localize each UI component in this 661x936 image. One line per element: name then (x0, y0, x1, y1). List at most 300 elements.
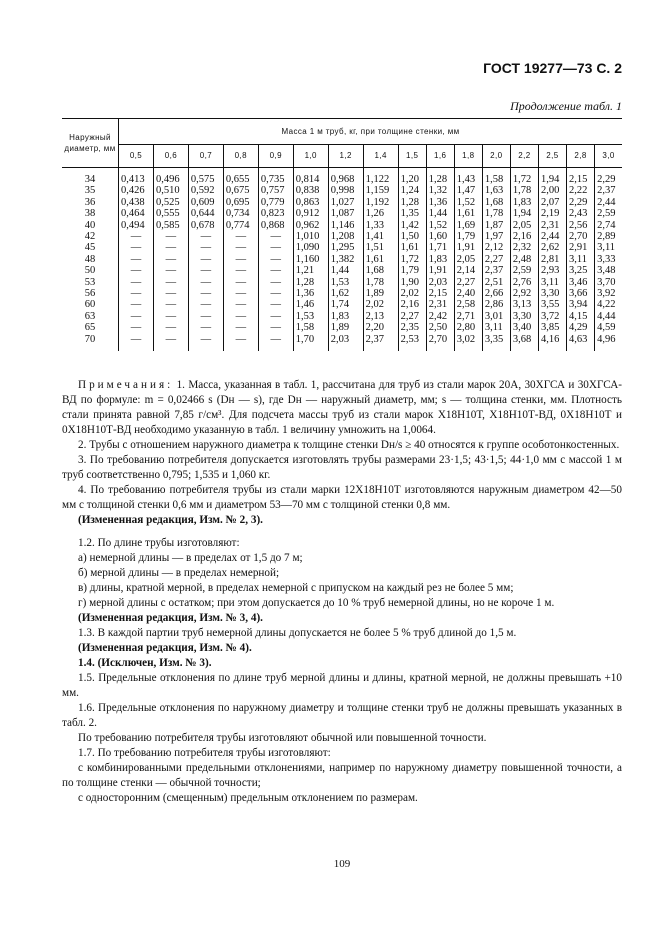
mass-cell: 2,27 (398, 311, 426, 322)
clause-1-7: 1.7. По требованию потребителя трубы изготовляют: (78, 747, 331, 759)
clause-1-5: 1.5. Предельные отклонения по длине труб мерной длины и длины, кратной мерной, не должны превышать +10 мм. (62, 672, 622, 699)
mass-cell: — (119, 299, 154, 310)
table-row (62, 220, 622, 231)
mass-cell: 2,50 (426, 322, 454, 333)
table-row (62, 322, 622, 333)
mass-cell: 2,53 (398, 334, 426, 351)
mass-cell: 2,16 (398, 299, 426, 310)
mass-cell: 0,734 (223, 208, 258, 219)
mass-cell: 1,28 (426, 168, 454, 186)
mass-cell: — (188, 334, 223, 351)
note-2: 2. Трубы с отношением наружного диаметра к толщине стенки Dн/s ≥ 40 относятся к группе особотонкостенных. (78, 439, 620, 451)
thickness-header: 0,8 (223, 144, 258, 167)
diameter-cell: 53 (62, 277, 119, 288)
mass-cell: — (188, 265, 223, 276)
mass-header: Масса 1 м труб, кг, при толщине стенки, мм (119, 119, 623, 145)
mass-cell: 0,779 (258, 197, 293, 208)
mass-cell: 0,438 (119, 197, 154, 208)
mass-cell: 1,44 (328, 265, 363, 276)
mass-cell: 2,51 (482, 277, 510, 288)
mass-cell: 1,72 (510, 168, 538, 186)
mass-cell: 3,11 (482, 322, 510, 333)
mass-cell: 1,91 (426, 265, 454, 276)
mass-cell: — (153, 311, 188, 322)
diameter-cell: 65 (62, 322, 119, 333)
thickness-header: 2,5 (538, 144, 566, 167)
thickness-header: 1,8 (454, 144, 482, 167)
mass-cell: 1,83 (510, 197, 538, 208)
mass-cell: 3,11 (595, 242, 622, 253)
mass-cell: 4,96 (595, 334, 622, 351)
edition-note-1: (Измененная редакция, Изм. № 2, 3). (78, 514, 263, 526)
mass-cell: 2,13 (363, 311, 398, 322)
mass-cell: 1,087 (328, 208, 363, 219)
mass-cell: 2,05 (510, 220, 538, 231)
table-row (62, 311, 622, 322)
mass-cell: 1,46 (293, 299, 328, 310)
thickness-header: 1,0 (293, 144, 328, 167)
mass-cell: 3,40 (510, 322, 538, 333)
diameter-cell: 40 (62, 220, 119, 231)
thickness-header: 1,2 (328, 144, 363, 167)
mass-cell: — (258, 265, 293, 276)
mass-cell: 2,27 (454, 277, 482, 288)
mass-cell: — (153, 277, 188, 288)
mass-cell: 1,43 (454, 168, 482, 186)
mass-cell: 1,35 (398, 208, 426, 219)
mass-cell: — (223, 334, 258, 351)
mass-cell: 1,94 (538, 168, 566, 186)
mass-cell: — (188, 277, 223, 288)
mass-cell: — (188, 242, 223, 253)
mass-cell: 1,47 (454, 185, 482, 196)
mass-cell: 1,24 (398, 185, 426, 196)
mass-cell: 0,968 (328, 168, 363, 186)
mass-cell: 0,814 (293, 168, 328, 186)
diameter-cell: 56 (62, 288, 119, 299)
mass-cell: 2,70 (426, 334, 454, 351)
note-4: 4. По требованию потребителя трубы из стали марки 12Х18Н10Т изготовляются наружным диаметром 42—50 мм с толщиной стенки 0,6 мм и диаметром 53—70 мм с толщиной стенки 0,8 мм. (62, 484, 622, 511)
mass-cell: 1,87 (482, 220, 510, 231)
mass-cell: 2,93 (538, 265, 566, 276)
mass-cell: 1,68 (363, 265, 398, 276)
mass-cell: 2,07 (538, 197, 566, 208)
mass-cell: 2,92 (510, 288, 538, 299)
clause-1-2-d: г) мерной длины с остатком; при этом допускается до 10 % труб немерной длины, но не короче 1 м. (78, 597, 555, 609)
mass-cell: 0,525 (153, 197, 188, 208)
mass-cell: — (223, 311, 258, 322)
mass-cell: — (258, 334, 293, 351)
table-row (62, 277, 622, 288)
mass-cell: 3,02 (454, 334, 482, 351)
mass-cell: 2,56 (567, 220, 595, 231)
diameter-cell: 48 (62, 254, 119, 265)
mass-cell: — (153, 334, 188, 351)
diameter-cell: 42 (62, 231, 119, 242)
diameter-cell: 60 (62, 299, 119, 310)
mass-cell: 3,35 (482, 334, 510, 351)
mass-cell: 1,208 (328, 231, 363, 242)
mass-cell: 1,090 (293, 242, 328, 253)
thickness-header: 3,0 (595, 144, 622, 167)
thickness-header: 1,4 (363, 144, 398, 167)
mass-cell: 1,44 (426, 208, 454, 219)
mass-cell: 2,86 (482, 299, 510, 310)
mass-cell: 0,592 (188, 185, 223, 196)
note-3: 3. По требованию потребителя допускается изготовлять трубы размерами 23·1,5; 43·1,5; 44·1,0 мм с массой 1 м труб соответственно 0,795; 1,535 и 1,060 кг. (62, 454, 622, 481)
thickness-header: 2,8 (567, 144, 595, 167)
mass-cell: 0,823 (258, 208, 293, 219)
mass-cell: 0,585 (153, 220, 188, 231)
diameter-cell: 38 (62, 208, 119, 219)
thickness-header: 2,2 (510, 144, 538, 167)
mass-cell: 0,675 (223, 185, 258, 196)
thickness-header: 0,6 (153, 144, 188, 167)
clause-1-2-a: а) немерной длины — в пределах от 1,5 до 7 м; (78, 552, 303, 564)
mass-cell: 1,79 (398, 265, 426, 276)
mass-cell: — (153, 265, 188, 276)
mass-cell: — (258, 231, 293, 242)
mass-cell: 1,21 (293, 265, 328, 276)
mass-cell: 2,05 (454, 254, 482, 265)
clause-1-3: 1.3. В каждой партии труб немерной длины допускается не более 5 % труб длиной до 1,5 м. (78, 627, 517, 639)
mass-cell: 2,16 (510, 231, 538, 242)
clause-1-7-a: с комбинированными предельными отклонениями, например по наружному диаметру повышенной точности, а по толщине стенки — обычной точности; (62, 762, 622, 789)
mass-cell: 2,59 (595, 208, 622, 219)
table-row (62, 299, 622, 310)
notes-label: Примечания: (78, 379, 174, 391)
mass-cell: 3,85 (538, 322, 566, 333)
mass-cell: 1,94 (510, 208, 538, 219)
mass-cell: — (258, 254, 293, 265)
mass-cell: 4,44 (595, 311, 622, 322)
mass-cell: 0,609 (188, 197, 223, 208)
diameter-header: Наружный диаметр, мм (62, 119, 119, 168)
mass-cell: — (153, 299, 188, 310)
mass-cell: 0,912 (293, 208, 328, 219)
mass-cell: 0,555 (153, 208, 188, 219)
mass-cell: 0,774 (223, 220, 258, 231)
mass-cell: — (223, 231, 258, 242)
mass-cell: 1,68 (482, 197, 510, 208)
mass-cell: 1,61 (398, 242, 426, 253)
mass-cell: 2,31 (538, 220, 566, 231)
mass-cell: 0,655 (223, 168, 258, 186)
note-1: Примечания: 1. Масса, указанная в табл. 1, рассчитана для труб из стали марок 20А, 30ХГСА и 30ХГСА-ВД по формуле: m = 0,02466 s (Dн — s), где Dн — наружный диаметр, мм; s — толщина стенки, мм. Плотность стали принята равной 7,85 г/см³. Для подсчета массы труб из стали марок Х18Н10Т, Х18Н10Т-ВД, 0Х18Н10Т и 0Х18Н10Т-ВД необходимо указанную в табл. 1 величину умножить на 1,0064. (62, 379, 622, 436)
mass-cell: 1,63 (482, 185, 510, 196)
mass-cell: — (153, 322, 188, 333)
mass-cell: 1,74 (328, 299, 363, 310)
mass-cell: 0,678 (188, 220, 223, 231)
mass-cell: 2,74 (595, 220, 622, 231)
edition-note-3: (Измененная редакция, Изм. № 4). (78, 642, 252, 654)
mass-cell: 1,70 (293, 334, 328, 351)
mass-cell: 3,30 (538, 288, 566, 299)
mass-cell: 0,575 (188, 168, 223, 186)
mass-cell: — (188, 311, 223, 322)
mass-cell: 2,58 (454, 299, 482, 310)
thickness-header: 0,7 (188, 144, 223, 167)
thickness-header: 1,6 (426, 144, 454, 167)
mass-cell: 3,70 (595, 277, 622, 288)
clause-1-6-b: По требованию потребителя трубы изготовляют обычной или повышенной точности. (78, 732, 487, 744)
mass-cell: 1,50 (398, 231, 426, 242)
mass-cell: — (223, 277, 258, 288)
thickness-header: 2,0 (482, 144, 510, 167)
table-row (62, 334, 622, 351)
mass-cell: 1,160 (293, 254, 328, 265)
mass-cell: — (188, 288, 223, 299)
table-row (62, 231, 622, 242)
document-header: ГОСТ 19277—73 С. 2 (483, 60, 622, 76)
diameter-cell: 50 (62, 265, 119, 276)
mass-cell: 1,61 (363, 254, 398, 265)
mass-cell: 0,735 (258, 168, 293, 186)
mass-cell: 1,33 (363, 220, 398, 231)
mass-cell: 1,28 (398, 197, 426, 208)
mass-cell: 0,510 (153, 185, 188, 196)
mass-cell: 1,41 (363, 231, 398, 242)
mass-cell: 0,863 (293, 197, 328, 208)
mass-cell: 1,89 (328, 322, 363, 333)
mass-cell: 1,78 (482, 208, 510, 219)
edition-note-2: (Измененная редакция, Изм. № 3, 4). (78, 612, 263, 624)
mass-cell: — (188, 299, 223, 310)
mass-cell: 3,72 (538, 311, 566, 322)
mass-cell: 0,838 (293, 185, 328, 196)
mass-cell: 1,36 (426, 197, 454, 208)
mass-cell: 0,757 (258, 185, 293, 196)
mass-cell: 4,59 (595, 322, 622, 333)
mass-cell: 2,22 (567, 185, 595, 196)
mass-cell: — (153, 288, 188, 299)
mass-cell: 3,48 (595, 265, 622, 276)
mass-cell: 1,78 (363, 277, 398, 288)
mass-cell: 1,58 (293, 322, 328, 333)
mass-cell: — (188, 254, 223, 265)
mass-cell: 2,12 (482, 242, 510, 253)
mass-cell: 3,11 (567, 254, 595, 265)
mass-cell: 1,53 (293, 311, 328, 322)
mass-cell: 3,13 (510, 299, 538, 310)
mass-cell: 2,42 (426, 311, 454, 322)
mass-cell: 0,426 (119, 185, 154, 196)
thickness-header: 0,9 (258, 144, 293, 167)
mass-cell: 0,962 (293, 220, 328, 231)
mass-cell: — (119, 242, 154, 253)
mass-cell: 3,92 (595, 288, 622, 299)
table-row (62, 265, 622, 276)
mass-cell: — (223, 288, 258, 299)
mass-cell: 3,94 (567, 299, 595, 310)
diameter-cell: 70 (62, 334, 119, 351)
mass-cell: 1,52 (454, 197, 482, 208)
mass-cell: 1,60 (426, 231, 454, 242)
mass-cell: 2,62 (538, 242, 566, 253)
mass-cell: 3,30 (510, 311, 538, 322)
mass-cell: 1,62 (328, 288, 363, 299)
mass-cell: 1,36 (293, 288, 328, 299)
mass-cell: 1,192 (363, 197, 398, 208)
mass-cell: 1,97 (482, 231, 510, 242)
diameter-cell: 36 (62, 197, 119, 208)
table-row (62, 208, 622, 219)
mass-cell: 1,42 (398, 220, 426, 231)
mass-cell: 0,998 (328, 185, 363, 196)
mass-cell: 2,31 (426, 299, 454, 310)
mass-cell: 3,25 (567, 265, 595, 276)
mass-cell: 1,295 (328, 242, 363, 253)
mass-cell: — (153, 254, 188, 265)
mass-cell: 3,66 (567, 288, 595, 299)
mass-cell: 4,22 (595, 299, 622, 310)
mass-cell: 2,43 (567, 208, 595, 219)
table-row (62, 185, 622, 196)
mass-cell: 3,55 (538, 299, 566, 310)
mass-cell: 2,44 (595, 197, 622, 208)
mass-cell: 2,20 (363, 322, 398, 333)
diameter-cell: 45 (62, 242, 119, 253)
table-row (62, 288, 622, 299)
mass-cell: 2,00 (538, 185, 566, 196)
mass-cell: 1,010 (293, 231, 328, 242)
clause-1-4: 1.4. (Исключен, Изм. № 3). (78, 657, 212, 669)
mass-cell: 2,37 (363, 334, 398, 351)
mass-table (62, 118, 622, 351)
mass-cell: 1,79 (454, 231, 482, 242)
mass-cell: 2,19 (538, 208, 566, 219)
clause-1-2-b: б) мерной длины — в пределах немерной; (78, 567, 280, 579)
clause-1-2-c: в) длины, кратной мерной, в пределах немерной с припуском на каждый рез не более 5 мм; (78, 582, 514, 594)
mass-cell: 3,33 (595, 254, 622, 265)
mass-cell: — (188, 231, 223, 242)
clause-1-2: 1.2. По длине трубы изготовляют: (78, 537, 240, 549)
table-row (62, 197, 622, 208)
mass-cell: — (258, 311, 293, 322)
mass-cell: 1,83 (426, 254, 454, 265)
table-row (62, 242, 622, 253)
diameter-cell: 35 (62, 185, 119, 196)
mass-cell: — (188, 322, 223, 333)
mass-cell: 2,29 (567, 197, 595, 208)
mass-cell: — (119, 288, 154, 299)
mass-cell: — (119, 311, 154, 322)
diameter-cell: 63 (62, 311, 119, 322)
mass-cell: 1,53 (328, 277, 363, 288)
mass-cell: 2,15 (567, 168, 595, 186)
mass-cell: 2,80 (454, 322, 482, 333)
mass-cell: — (258, 242, 293, 253)
mass-cell: 2,14 (454, 265, 482, 276)
mass-cell: 3,46 (567, 277, 595, 288)
mass-cell: — (223, 242, 258, 253)
mass-cell: 2,81 (538, 254, 566, 265)
mass-cell: 1,122 (363, 168, 398, 186)
mass-cell: 3,01 (482, 311, 510, 322)
mass-cell: 1,382 (328, 254, 363, 265)
mass-cell: 0,695 (223, 197, 258, 208)
mass-cell: 2,37 (482, 265, 510, 276)
mass-cell: — (223, 265, 258, 276)
mass-cell: 1,72 (398, 254, 426, 265)
clause-1-6: 1.6. Предельные отклонения по наружному диаметру и толщине стенки труб не должны превышать указанных в табл. 2. (62, 702, 622, 729)
mass-cell: 1,61 (454, 208, 482, 219)
mass-cell: — (119, 322, 154, 333)
mass-cell: 4,15 (567, 311, 595, 322)
mass-cell: — (119, 334, 154, 351)
notes-and-clauses (62, 378, 622, 806)
mass-cell: 1,52 (426, 220, 454, 231)
mass-cell: 2,71 (454, 311, 482, 322)
mass-cell: — (119, 277, 154, 288)
mass-cell: 2,03 (328, 334, 363, 351)
clause-1-7-b: с односторонним (смещенным) предельным отклонением по размерам. (78, 792, 418, 804)
mass-cell: 1,51 (363, 242, 398, 253)
mass-cell: — (153, 231, 188, 242)
mass-cell: — (258, 299, 293, 310)
mass-cell: 1,146 (328, 220, 363, 231)
mass-cell: 1,20 (398, 168, 426, 186)
mass-cell: 2,66 (482, 288, 510, 299)
mass-cell: — (119, 231, 154, 242)
mass-cell: 2,76 (510, 277, 538, 288)
mass-cell: — (223, 254, 258, 265)
mass-cell: 2,89 (595, 231, 622, 242)
table-continuation-caption: Продолжение табл. 1 (510, 99, 622, 113)
table-row (62, 168, 622, 186)
mass-cell: 2,70 (567, 231, 595, 242)
mass-cell: 2,59 (510, 265, 538, 276)
mass-cell: 1,90 (398, 277, 426, 288)
mass-cell: — (258, 322, 293, 333)
mass-cell: — (153, 242, 188, 253)
mass-cell: 2,44 (538, 231, 566, 242)
mass-cell: 1,027 (328, 197, 363, 208)
mass-cell: 0,644 (188, 208, 223, 219)
mass-cell: 2,35 (398, 322, 426, 333)
mass-cell: 2,27 (482, 254, 510, 265)
mass-cell: 2,02 (363, 299, 398, 310)
mass-cell: 2,29 (595, 168, 622, 186)
mass-cell: 2,91 (567, 242, 595, 253)
mass-cell: 2,02 (398, 288, 426, 299)
mass-cell: 1,69 (454, 220, 482, 231)
mass-cell: — (258, 288, 293, 299)
mass-cell: 0,868 (258, 220, 293, 231)
mass-cell: 0,413 (119, 168, 154, 186)
mass-cell: 2,03 (426, 277, 454, 288)
mass-cell: 1,58 (482, 168, 510, 186)
mass-cell: 2,37 (595, 185, 622, 196)
mass-cell: 1,89 (363, 288, 398, 299)
mass-cell: 4,29 (567, 322, 595, 333)
mass-cell: 4,16 (538, 334, 566, 351)
table-row (62, 254, 622, 265)
mass-cell: 2,48 (510, 254, 538, 265)
mass-cell: 0,496 (153, 168, 188, 186)
mass-cell: 3,68 (510, 334, 538, 351)
mass-cell: — (119, 265, 154, 276)
mass-cell: 2,40 (454, 288, 482, 299)
thickness-header: 0,5 (119, 144, 154, 167)
mass-cell: 1,28 (293, 277, 328, 288)
mass-cell: 1,83 (328, 311, 363, 322)
page-number: 109 (333, 858, 351, 870)
mass-cell: 4,63 (567, 334, 595, 351)
mass-cell: 1,91 (454, 242, 482, 253)
diameter-cell: 34 (62, 168, 119, 186)
mass-cell: 1,26 (363, 208, 398, 219)
